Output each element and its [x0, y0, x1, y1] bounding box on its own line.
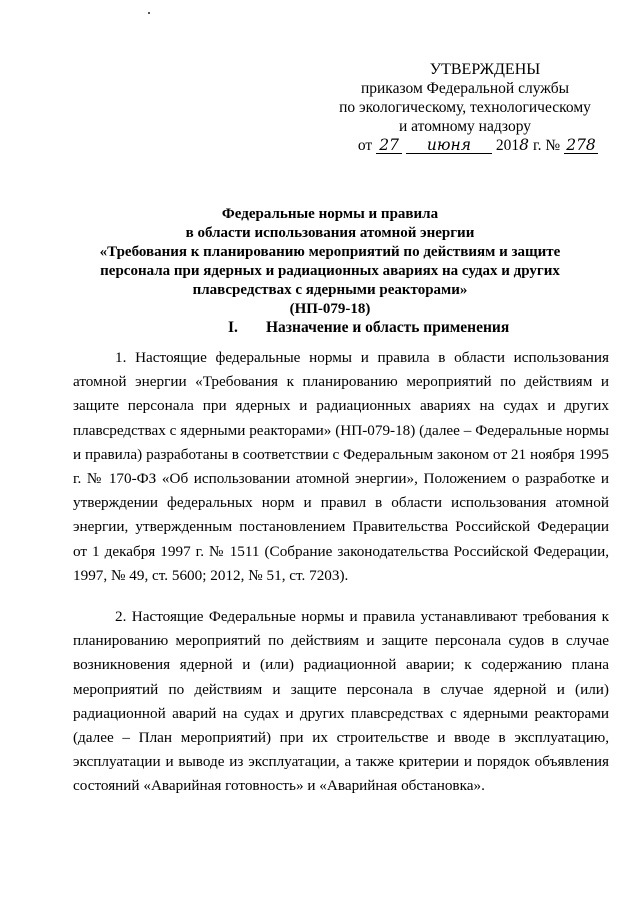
date-year-suffix: г. №: [532, 137, 561, 154]
section-number: I.: [228, 319, 238, 336]
handwritten-month: июня: [406, 138, 492, 154]
heading-line: «Требования к планированию мероприятий по действиям и защите: [99, 244, 561, 260]
document-heading: [70, 205, 590, 319]
date-prefix: от: [357, 137, 373, 154]
section-title: Назначение и область применения: [266, 319, 510, 336]
approval-line: по экологическому, технологическому: [339, 99, 591, 116]
heading-line: Федеральные нормы и правила: [221, 206, 439, 222]
section-heading: [228, 319, 509, 337]
paragraph-text: 2. Настоящие Федеральные нормы и правила устанавливают требования к планированию мероприятий по действиям и защите персонала судов в случае возникновения ядерной и (или) радиационной аварии; к содержанию плана мероприятий по действиям и защите персонала в случае ядерной и (или) радиационной аварий на судах и других плавсредствах с ядерными реакторами (далее – План мероприятий) при их строительстве и вводе в эксплуатацию, эксплуатации и выводе из эксплуатации, а также критерии и порядок объявления состояний «Аварийная готовность» и «Аварийная обстановка».: [73, 608, 609, 795]
heading-line: в области использования атомной энергии: [185, 225, 475, 241]
handwritten-day: 27: [376, 138, 402, 154]
handwritten-order-number: 278: [564, 138, 598, 154]
paragraph-2: [73, 605, 609, 799]
date-year-prefix: 201: [495, 137, 520, 154]
scan-speck: [148, 12, 150, 14]
approval-date-line: [320, 136, 598, 155]
heading-line: персонала при ядерных и радиационных авариях на судах и других: [100, 263, 560, 279]
heading-code: (НП-079-18): [289, 301, 371, 317]
approval-line: приказом Федеральной службы: [360, 80, 570, 97]
approval-block: [320, 60, 610, 155]
approval-line: и атомному надзору: [399, 118, 531, 135]
paragraph-1: [73, 346, 609, 588]
handwritten-year-digit: 8: [519, 136, 529, 154]
heading-line: плавсредствах с ядерными реакторами»: [192, 282, 468, 298]
approval-title: УТВЕРЖДЕНЫ: [429, 61, 541, 78]
paragraph-text: 1. Настоящие федеральные нормы и правила в области использования атомной энергии «Требования к планированию мероприятий по действиям и защите персонала при ядерных и радиационных авариях на судах и других плавсредствах с ядерными реакторами» (НП-079-18) (далее – Федеральные нормы и правила) разработаны в соответствии с Федеральным законом от 21 ноября 1995 г. № 170-ФЗ «Об использовании атомной энергии», Положением о разработке и утверждении федеральных норм и правил в области использования атомной энергии, утвержденным постановлением Правительства Российской Федерации от 1 декабря 1997 г. № 1511 (Собрание законодательства Российской Федерации, 1997, № 49, ст. 5600; 2012, № 51, ст. 7203).: [73, 349, 609, 584]
